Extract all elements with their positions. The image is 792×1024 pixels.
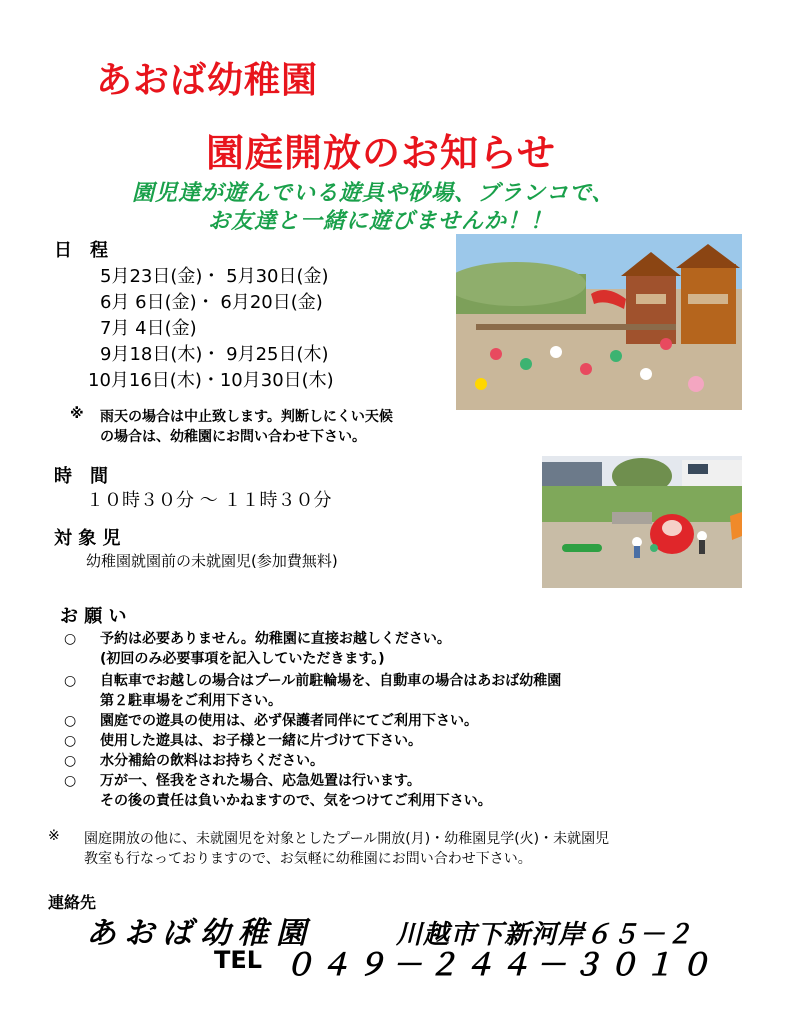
schedule-date-5: 10月16日(木)・10月30日(木) — [88, 370, 334, 391]
request-item-6-line-2: その後の責任は負いかねますので、気をつけてご利用下さい。 — [100, 793, 492, 809]
circle-bullet-icon: ○ — [64, 773, 77, 789]
schedule-note-line-2: の場合は、幼稚園にお問い合わせ下さい。 — [100, 429, 366, 445]
contact-address: 川越市下新河岸６５－２ — [396, 920, 694, 950]
schedule-date-3: 7月 4日(金) — [100, 318, 197, 339]
request-item-3: ○ 園庭での遊具の使用は、必ず保護者同伴にてご利用下さい。 — [64, 713, 478, 729]
subtitle-line-1: 園児達が遊んでいる遊具や砂場、ブランコで、 — [132, 181, 615, 206]
school-name-title: あおば幼稚園 — [96, 60, 319, 101]
schedule-note-line-1: 雨天の場合は中止致します。判断しにくい天候 — [100, 409, 393, 425]
circle-bullet-icon: ○ — [64, 753, 77, 769]
circle-bullet-icon: ○ — [64, 673, 77, 689]
schedule-date-4: 9月18日(木)・ 9月25日(木) — [100, 344, 329, 365]
request-item-1: ○ 予約は必要ありません。幼稚園に直接お越しください。 — [64, 631, 451, 647]
schedule-date-2: 6月 6日(金)・ 6月20日(金) — [100, 292, 323, 313]
time-value: １０時３０分 ～ １１時３０分 — [86, 490, 332, 511]
schedule-date-1: 5月23日(金)・ 5月30日(金) — [100, 266, 329, 287]
contact-school-name: あおば幼稚園 — [86, 916, 314, 951]
contact-phone-number: ０４９－２４４－３０１０ — [284, 948, 716, 983]
request-item-2-line-2: 第２駐車場をご利用下さい。 — [100, 693, 282, 709]
request-item-5: ○ 水分補給の飲料はお持ちください。 — [64, 753, 324, 769]
schedule-heading: 日 程 — [54, 240, 108, 261]
target-heading: 対 象 児 — [54, 528, 121, 549]
request-item-4: ○ 使用した遊具は、お子様と一緒に片づけて下さい。 — [64, 733, 422, 749]
circle-bullet-icon: ○ — [64, 733, 77, 749]
target-value: 幼稚園就園前の未就園児(参加費無料) — [86, 552, 338, 570]
footnote-line-1: 園庭開放の他に、未就園児を対象としたプール開放(月)・幼稚園見学(火)・未就園児 — [84, 831, 610, 847]
request-item-6: ○ 万が一、怪我をされた場合、応急処置は行います。 — [64, 773, 421, 789]
requests-heading: お 願 い — [60, 606, 127, 627]
footnote-line-2: 教室も行なっておりますので、お気軽に幼稚園にお問い合わせ下さい。 — [84, 851, 532, 867]
circle-bullet-icon: ○ — [64, 713, 77, 729]
time-heading: 時 間 — [54, 466, 108, 487]
request-item-1-line-2: (初回のみ必要事項を記入していただきます。) — [100, 651, 385, 667]
subtitle-line-2: お友達と一緒に遊びませんか！！ — [208, 209, 554, 234]
contact-tel-label: TEL — [214, 946, 263, 974]
request-item-2: ○ 自転車でお越しの場合はプール前駐輪場を、自動車の場合はあおば幼稚園 — [64, 673, 562, 689]
garden-photo — [542, 456, 742, 588]
circle-bullet-icon: ○ — [64, 631, 77, 647]
footnote-mark: ※ — [48, 828, 60, 844]
page-title: 園庭開放のお知らせ — [206, 131, 556, 175]
contact-label: 連絡先 — [48, 893, 97, 912]
schedule-note-mark: ※ — [70, 406, 84, 422]
playground-photo — [456, 234, 742, 410]
